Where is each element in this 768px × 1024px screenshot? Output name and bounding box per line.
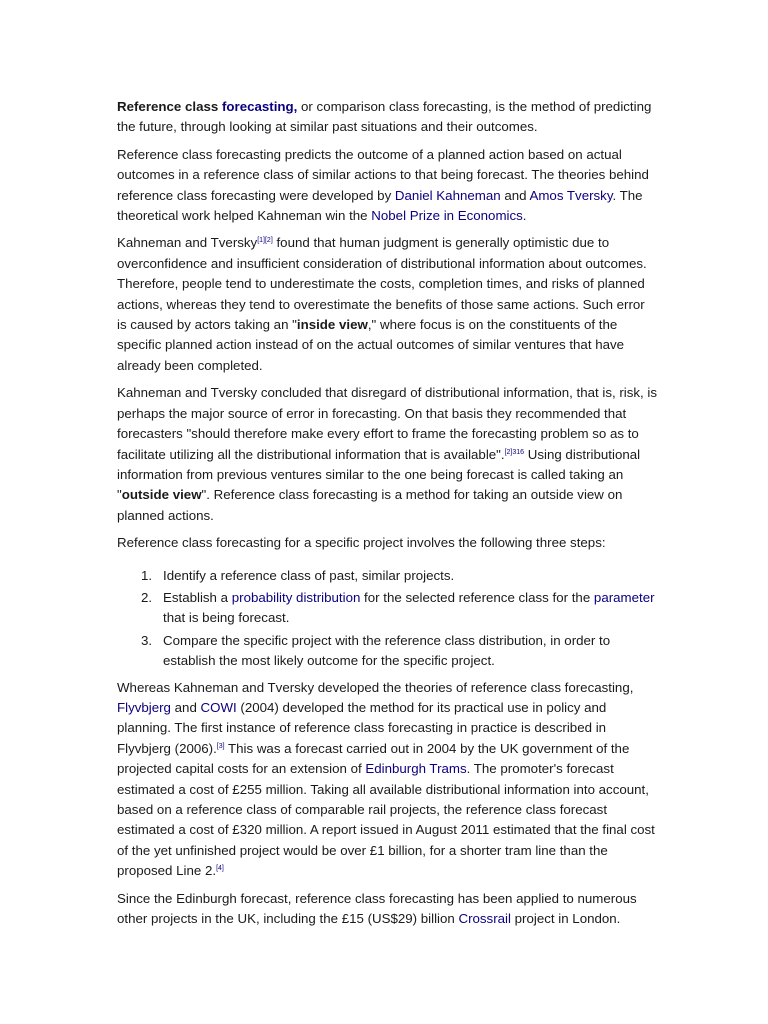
paragraph-intro: Reference class forecasting, or comparison class forecasting, is the method of predicting the future, through looking at similar past situations and their outcomes. xyxy=(117,99,652,135)
link-edinburgh-trams[interactable]: Edinburgh Trams xyxy=(365,761,467,777)
paragraph-crossrail: Since the Edinburgh forecast, reference class forecasting has been applied to numerous other projects in the UK, including the £15 (US$29) billion Crossrail project in London. xyxy=(117,890,637,927)
link-forecasting[interactable]: forecasting, xyxy=(221,99,298,114)
term-outside-view: outside view xyxy=(121,487,202,503)
link-cowi[interactable]: COWI xyxy=(200,699,237,715)
term-bold: Reference class xyxy=(117,99,222,114)
citation-3[interactable]: [3] xyxy=(216,742,225,750)
link-amos-tversky[interactable]: Amos Tversky xyxy=(529,187,613,203)
link-crossrail[interactable]: Crossrail xyxy=(458,911,511,927)
paragraph-practice: Whereas Kahneman and Tversky developed the theories of reference class forecasting, Flyvbjerg and COWI (2004) developed the method for its practical use in policy and planning. The first instance of reference class forecasting in practice is described in Flyvbjerg (2006).[3] This was a forecast carried out in 2004 by the UK government of the projected capital costs for an extension of Edinburgh Trams. The promoter's forecast estimated a cost of £255 million. Taking all available distributional information into account, based on a reference class of comparable rail projects, the reference class forecast estimated a cost of £320 million. A report issued in August 2011 estimated that the final cost of the yet unfinished project would be over £1 billion, for a shorter tram line than the proposed Line 2.[4] xyxy=(117,679,655,879)
citation-4[interactable]: [4] xyxy=(216,865,224,873)
paragraph-outside-view: Kahneman and Tversky concluded that disregard of distributional information, that is, risk, is perhaps the major source of error in forecasting. On that basis they recommended that forecasters "should therefore make every effort to frame the forecasting problem so as to facilitate utilizing all the distributional information that is available".$^{[2]316}$ Using distributional information from previous ventures similar to the one being forecast is called taking an "outside view". Reference class forecasting is a method for taking an outside view on planned actions. xyxy=(117,385,658,523)
link-flyvbjerg[interactable]: Flyvbjerg xyxy=(117,699,171,715)
steps-list xyxy=(117,566,658,672)
link-nobel-prize[interactable]: Nobel Prize in Economics xyxy=(371,208,523,224)
paragraph-steps-intro: Reference class forecasting for a specific project involves the following three steps: xyxy=(117,535,606,551)
paragraph-inside-view: Kahneman and Tversky[1][2] found that human judgment is generally optimistic due to overconfidence and insufficient consideration of distributional information about outcomes. Therefore, people tend to underestimate the costs, completion times, and risks of planned actions, whereas they tend to overestimate the benefits of those same actions. Such error is caused by actors taking an "inside view," where focus is on the constituents of the specific planned action instead of on the actual outcomes of similar ventures that have already been completed. xyxy=(117,235,647,373)
link-daniel-kahneman[interactable]: Daniel Kahneman xyxy=(394,187,501,203)
citation-2-316[interactable]: [2]316 xyxy=(504,448,525,456)
list-item: 1. Identify a reference class of past, similar projects. xyxy=(141,567,455,583)
list-item: 3. Compare the specific project with the reference class distribution, in order to establish the most likely outcome for the specific project. xyxy=(141,632,611,669)
term-inside-view: inside view xyxy=(296,317,368,333)
link-parameter[interactable]: parameter xyxy=(593,589,655,605)
list-item: 2. Establish a probability distribution for the selected reference class for the parameter that is being forecast. xyxy=(141,589,655,626)
paragraph-theory: Reference class forecasting predicts the outcome of a planned action based on actual outcomes in a reference class of similar actions to that being forecast. The theories behind reference class forecasting were developed by Daniel Kahneman and Amos Tversky. The theoretical work helped Kahneman win the Nobel Prize in Economics. xyxy=(117,146,649,224)
citation-1-2[interactable]: [1][2] xyxy=(257,237,273,245)
link-probability-distribution[interactable]: probability distribution xyxy=(231,589,361,605)
